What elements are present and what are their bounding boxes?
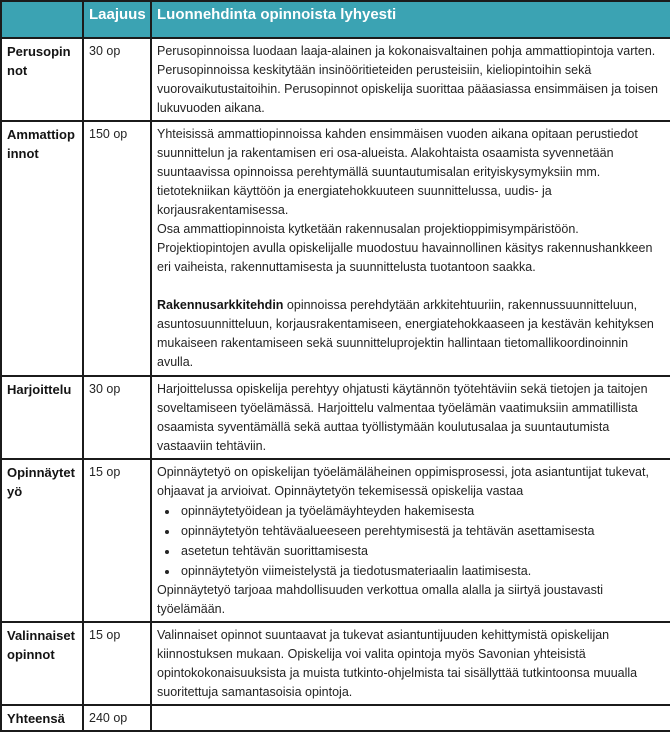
opinnaytetyo-intro: Opinnäytetyö on opiskelijan työelämäläheinen oppimisprosessi, jota asiantuntijat tukevat, ohjaavat ja arvioivat. Opinnäytetyön tekemisessä opiskelija vastaa: [157, 465, 649, 498]
description-valinnaiset-opinnot: [151, 622, 670, 705]
table-row-harjoittelu: [1, 376, 670, 459]
table-row-opinnaytetyo: [1, 459, 670, 622]
row-label-harjoittelu: Harjoittelu: [1, 376, 83, 459]
row-label-perusopinnot: Perusopinnot: [1, 38, 83, 121]
row-label-yhteensa: Yhteensä: [1, 705, 83, 731]
bullet-item: • opinnäytetyön viimeistelystä ja tiedotusmateriaalin laatimisesta.: [179, 561, 665, 581]
extent-ammattiopinnot: 150 op: [83, 121, 151, 376]
row-label-ammattiopinnot: Ammattiopinnot: [1, 121, 83, 376]
header-cell-laajuus: Laajuus: [83, 1, 151, 38]
ammattiopinnot-paragraph-3-rest: opinnoissa perehdytään arkkitehtuuriin, rakennussuunnitteluun, asuntosuunnitteluun, korjausrakentamiseen, energiatehokkaaseen ja kestävän kehityksen mukaiseen rakentamiseen sekä suunnitteluprojektin hallintaan tietomallikoordinoinnin avulla.: [157, 298, 654, 369]
opinnaytetyo-outro: Opinnäytetyö tarjoaa mahdollisuuden verkottua omalla alalla ja siirtyä joustavasti työelämään.: [157, 583, 604, 616]
blank-line: [157, 277, 665, 296]
perusopinnot-paragraph: Perusopinnoissa luodaan laaja-alainen ja kokonaisvaltainen pohja ammattiopintoja varten. Perusopinnoissa keskitytään insinööritieteiden perusteisiin, kieliopintoihin sekä vuorovaikutustaitoihin. Perusopinnot opiskelija suorittaa pääasiassa ensimmäisen ja toisen lukuvuoden aikana.: [157, 44, 658, 115]
ammattiopinnot-paragraph-1: Yhteisissä ammattiopinnoissa kahden ensimmäisen vuoden aikana opitaan perustiedot suunnittelun ja rakentamisen eri osa-alueista. Alakohtaista osaamista syvennetään suuntaavissa opinnoissa perehtymällä suuntautumisalan erityiskysymyksiin mm. tietotekniikan käyttöön ja energiatehokkuuteen suunnittelussa, uudis- ja korjausrakentamisessa.: [157, 127, 638, 217]
extent-yhteensa: 240 op: [83, 705, 151, 731]
header-cell-luonnehdinta: Luonnehdinta opinnoista lyhyesti: [151, 1, 670, 38]
ammattiopinnot-paragraph-3: [157, 296, 665, 372]
row-label-valinnaiset-opinnot: Valinnaiset opinnot: [1, 622, 83, 705]
description-perusopinnot: [151, 38, 670, 121]
rakennusarkkitehdin-leadin: Rakennusarkkitehdin: [157, 298, 284, 312]
bullet-item: • asetetun tehtävän suorittamisesta: [179, 541, 665, 561]
table-row-perusopinnot: [1, 38, 670, 121]
valinnaiset-paragraph: Valinnaiset opinnot suuntaavat ja tukevat asiantuntijuuden kehittymistä opiskelijan kiinnostuksen mukaan. Opiskelija voi valita opintoja myös Savonian yhteisistä opintokokonaisuuksista ja muista tutkinto-ohjelmista tai sisällyttää tutkintoonsa muualla suoritettuja samantasoisia opintoja.: [157, 628, 638, 699]
row-label-opinnaytetyo: Opinnäytetyö: [1, 459, 83, 622]
extent-opinnaytetyo: 15 op: [83, 459, 151, 622]
extent-harjoittelu: 30 op: [83, 376, 151, 459]
ammattiopinnot-paragraph-2: Osa ammattiopinnoista kytketään rakennusalan projektioppimisympäristöön. Projektiopintojen avulla opiskelijalle muodostuu havainnollinen käsitys rakennushankkeen eri vaiheista, rakennuttamisesta ja suunnittelusta tuotantoon saakka.: [157, 222, 653, 274]
extent-perusopinnot: 30 op: [83, 38, 151, 121]
description-opinnaytetyo: [151, 459, 670, 622]
table-header-row: [1, 1, 670, 38]
table-row-ammattiopinnot: [1, 121, 670, 376]
table-row-valinnaiset-opinnot: [1, 622, 670, 705]
bullet-item: • opinnäytetyöidean ja työelämäyhteyden hakemisesta: [179, 501, 665, 521]
description-harjoittelu: [151, 376, 670, 459]
description-ammattiopinnot: [151, 121, 670, 376]
opinnaytetyo-bullet-list: [157, 501, 665, 581]
extent-valinnaiset-opinnot: 15 op: [83, 622, 151, 705]
header-cell-empty: [1, 1, 83, 38]
bullet-item: • opinnäytetyön tehtäväalueeseen perehtymisestä ja tehtävän asettamisesta: [179, 521, 665, 541]
harjoittelu-paragraph: Harjoittelussa opiskelija perehtyy ohjatusti käytännön työtehtäviin sekä tietojen ja taitojen soveltamiseen työelämässä. Harjoittelu valmentaa työelämän vaatimuksiin ammatillista osaamista syventämällä sekä auttaa työllistymään koulutusalaa ja suuntautumista vastaaviin tehtäviin.: [157, 382, 648, 453]
